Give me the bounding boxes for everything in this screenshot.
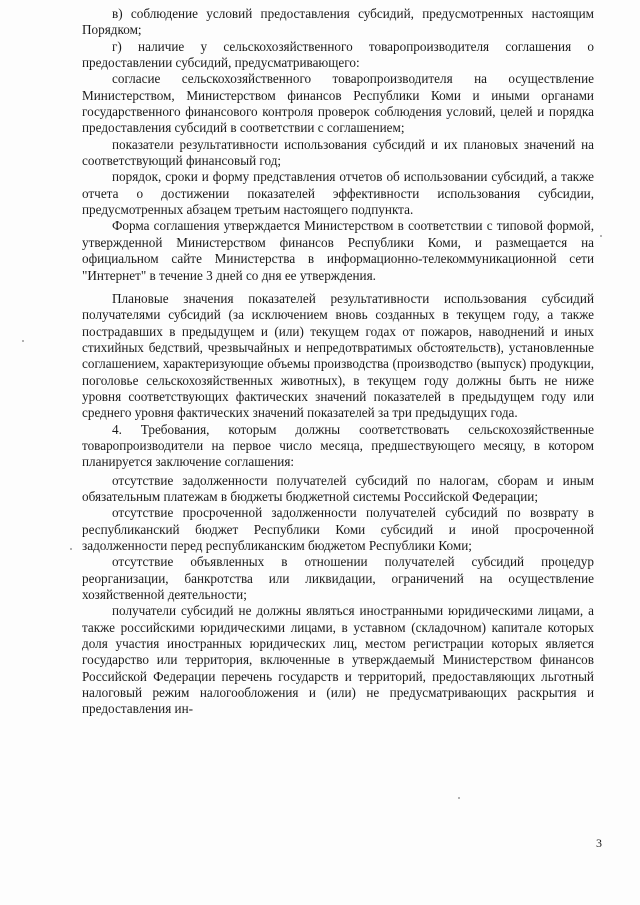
paragraph-no-overdue-debt: отсутствие просроченной задолженности получателей субсидий по возврату в республиканский бюджет Республики Коми субсидий и иной просроченной задолженности перед республиканским бюджетом Республики Коми; [82,505,594,553]
scan-speck [458,797,460,799]
paragraph-agreement-form: Форма соглашения утверждается Министерством в соответствии с типовой формой, утвержденной Министерством финансов Республики Коми, и размещается на официальном сайте Министерства в информационно-телекоммуникационной сети "Интернет" в течение 3 дней со дня ее утверждения. [82,218,594,283]
document-body [82,6,594,718]
scan-speck [600,235,602,237]
page-number: 3 [596,836,602,850]
paragraph-v: в) соблюдение условий предоставления субсидий, предусмотренных настоящим Порядком; [82,6,594,38]
paragraph-planned-values: Плановые значения показателей результативности использования субсидий получателями субсидий (за исключением вновь созданных в текущем году, а также пострадавших в предыдущем и (или) текущем годах от пожаров, наводнений и иных стихийных бедствий, чрезвычайных и непредотвратимых обстоятельств), установленные соглашением, характеризующие объемы производства (производство (выпуск) продукции, поголовье сельскохозяйственных животных), в текущем году должны быть не ниже уровня соответствующих фактических значений показателей в предыдущем году или среднего уровня фактических значений показателей за три предыдущих года. [82,290,594,421]
paragraph-reporting: порядок, сроки и форму представления отчетов об использовании субсидий, а также отчета о достижении показателей эффективности использования субсидии, предусмотренных абзацем третьим настоящего подпункта. [82,169,594,218]
paragraph-requirements: 4. Требования, которым должны соответствовать сельскохозяйственные товаропроизводители на первое число месяца, предшествующего месяцу, в котором планируется заключение соглашения: [82,421,594,470]
paragraph-consent: согласие сельскохозяйственного товаропроизводителя на осуществление Министерством, Министерством финансов Республики Коми и иными органами государственного финансового контроля проверок соблюдения условий, целей и порядка предоставления субсидий в соответствии с соглашением; [82,71,594,136]
paragraph-foreign-entities: получатели субсидий не должны являться иностранными юридическими лицами, а также российскими юридическими лицами, в уставном (складочном) капитале которых доля участия иностранных юридических лиц, местом регистрации которых является государство или территория, включенные в утверждаемый Министерством финансов Российской Федерации перечень государств и территорий, предоставляющих льготный налоговый режим налогообложения и (или) не предусматривающих раскрытия и предоставления ин- [82,603,594,717]
scan-speck [70,548,72,550]
paragraph-indicators: показатели результативности использования субсидий и их плановых значений на соответствующий финансовый год; [82,136,594,169]
paragraph-g: г) наличие у сельскохозяйственного товаропроизводителя соглашения о предоставлении субсидий, предусматривающего: [82,38,594,71]
scan-speck [22,340,24,342]
paragraph-no-bankruptcy: отсутствие объявленных в отношении получателей субсидий процедур реорганизации, банкротства или ликвидации, ограничений на осуществление хозяйственной деятельности; [82,554,594,603]
paragraph-no-tax-debt: отсутствие задолженности получателей субсидий по налогам, сборам и иным обязательным платежам в бюджеты бюджетной системы Российской Федерации; [82,472,594,504]
